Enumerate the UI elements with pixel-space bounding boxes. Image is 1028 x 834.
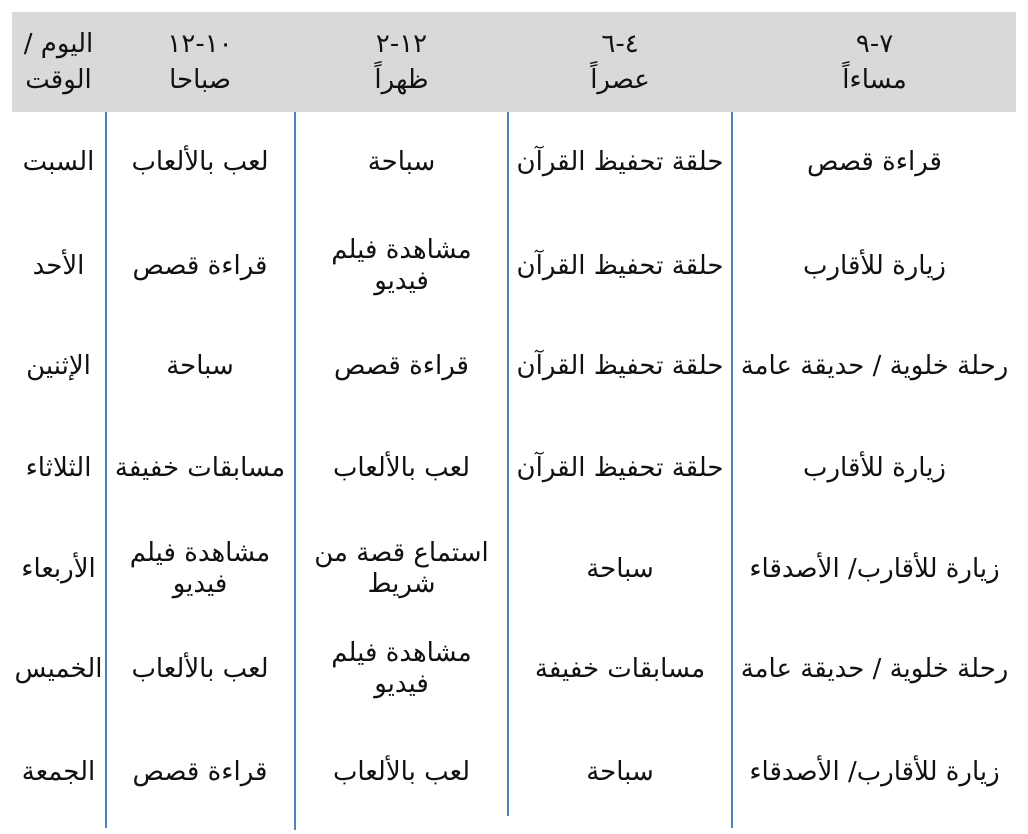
header-morning [106, 12, 294, 112]
cell-monday-afternoon: حلقة تحفيظ القرآن [516, 350, 724, 381]
cell-sunday-noon: مشاهدة فيلم فيديو [331, 235, 472, 296]
header-line: ١٢-٢ [375, 29, 428, 59]
cell-wednesday-afternoon: سباحة [586, 553, 654, 584]
header-line: الوقت [25, 65, 92, 95]
cell-friday-noon: لعب بالألعاب [332, 756, 471, 787]
header-line: اليوم / [23, 29, 94, 59]
cell-sunday-morning: قراءة قصص [132, 250, 268, 281]
cell-saturday-evening: قراءة قصص [807, 146, 942, 177]
cell-tuesday-evening: زيارة للأقارب [803, 452, 946, 483]
column-divider [294, 112, 296, 830]
cell-sunday-evening: زيارة للأقارب [803, 250, 946, 281]
cell-wednesday-noon: استماع قصة من شريط [314, 538, 489, 599]
cell-tuesday-afternoon: حلقة تحفيظ القرآن [516, 452, 724, 483]
cell-thursday-morning: لعب بالألعاب [131, 653, 269, 684]
cell-tuesday-noon: لعب بالألعاب [332, 452, 471, 483]
cell-wednesday-morning: مشاهدة فيلم فيديو [129, 538, 271, 599]
cell-tuesday-morning: مسابقات خفيفة [114, 452, 286, 483]
header-line: ظهراً [374, 65, 429, 95]
cell-thursday-evening: رحلة خلوية / حديقة عامة [740, 653, 1009, 684]
cell-friday-evening: زيارة للأقارب/ الأصدقاء [749, 756, 1000, 787]
header-day-time [12, 12, 105, 112]
header-line: ٧-٩ [855, 29, 894, 59]
header-afternoon [509, 12, 731, 112]
cell-friday-afternoon: سباحة [586, 756, 654, 787]
column-divider [507, 112, 509, 816]
cell-saturday-day: السبت [22, 146, 95, 177]
cell-monday-noon: قراءة قصص [334, 350, 469, 381]
cell-monday-evening: رحلة خلوية / حديقة عامة [740, 350, 1009, 381]
header-line: ١٠-١٢ [167, 29, 233, 59]
header-line: مساءاً [842, 65, 907, 95]
cell-sunday-afternoon: حلقة تحفيظ القرآن [516, 250, 724, 281]
header-evening [733, 12, 1016, 112]
header-line: صباحا [169, 65, 231, 95]
cell-sunday-day: الأحد [32, 250, 85, 281]
cell-thursday-noon: مشاهدة فيلم فيديو [331, 638, 472, 699]
cell-monday-morning: سباحة [166, 350, 234, 381]
header-line: ٤-٦ [601, 29, 639, 59]
cell-saturday-noon: سباحة [367, 146, 436, 177]
cell-monday-day: الإثنين [26, 350, 91, 381]
cell-friday-day: الجمعة [21, 756, 96, 787]
cell-thursday-day: الخميس [14, 653, 103, 684]
cell-thursday-afternoon: مسابقات خفيفة [534, 653, 706, 684]
column-divider [105, 112, 107, 828]
column-divider [731, 112, 733, 828]
header-noon [296, 12, 507, 112]
header-line: عصراً [590, 65, 650, 95]
cell-wednesday-evening: زيارة للأقارب/ الأصدقاء [749, 553, 1000, 584]
cell-wednesday-day: الأربعاء [21, 553, 96, 584]
cell-tuesday-day: الثلاثاء [25, 452, 92, 483]
cell-saturday-morning: لعب بالألعاب [131, 146, 269, 177]
cell-friday-morning: قراءة قصص [132, 756, 268, 787]
cell-saturday-afternoon: حلقة تحفيظ القرآن [516, 146, 724, 177]
